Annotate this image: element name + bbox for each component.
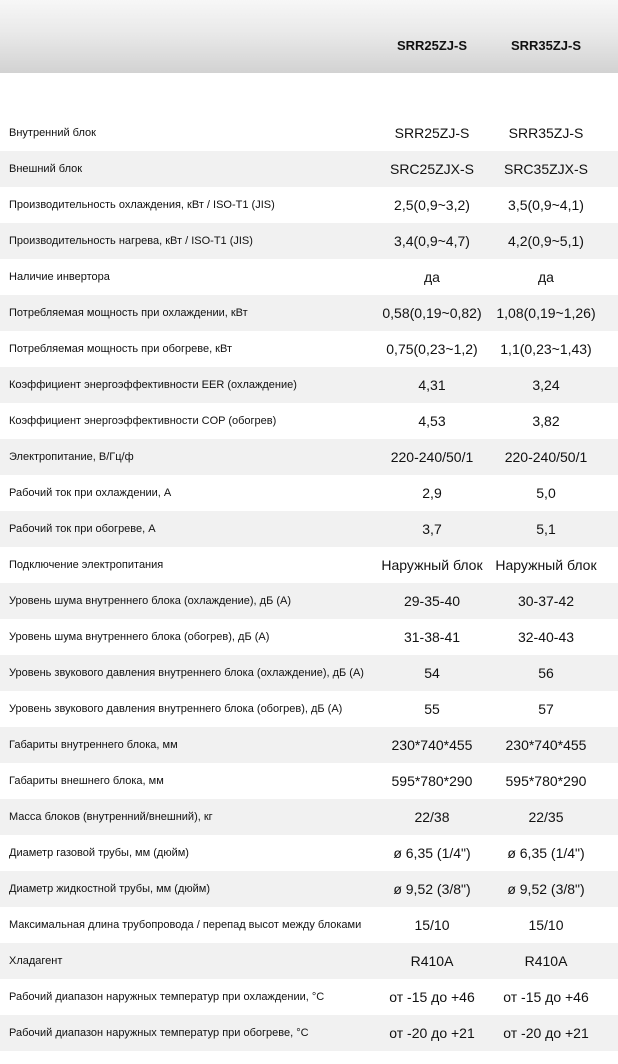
table-row (0, 475, 618, 511)
spec-label: Уровень шума внутреннего блока (обогрев), дБ (А) (9, 631, 270, 643)
spec-label: Диаметр жидкостной трубы, мм (дюйм) (0, 871, 376, 907)
spec-value-model-1: SRC25ZJX-S (376, 151, 488, 187)
right-padding (602, 619, 618, 655)
spec-value-model-2: 1,1(0,23~1,43) (500, 341, 592, 357)
spec-value-model-1: 3,4(0,9~4,7) (376, 223, 488, 259)
table-row (0, 115, 618, 151)
spec-value-model-1: 4,31 (376, 367, 488, 403)
right-padding (602, 727, 618, 763)
spec-value-model-1: 2,5(0,9~3,2) (394, 197, 470, 213)
table-row (0, 547, 618, 583)
spec-value-model-1: да (424, 269, 440, 285)
table-row (0, 727, 618, 763)
right-padding (602, 907, 618, 943)
spec-value-model-2: 3,5(0,9~4,1) (508, 197, 584, 213)
header-spacer (0, 73, 618, 115)
spec-value-model-1: 29-35-40 (376, 583, 488, 619)
table-row (0, 151, 618, 187)
table-header (0, 0, 618, 73)
table-row (0, 367, 618, 403)
right-padding (602, 403, 618, 439)
right-padding (602, 943, 618, 979)
spec-value-model-2: да (538, 269, 554, 285)
spec-value-model-1: 31-38-41 (403, 629, 461, 645)
spec-value-model-1: SRR25ZJ-S (394, 125, 470, 141)
spec-value-model-2: 30-37-42 (490, 583, 602, 619)
spec-value-model-2: 5,0 (536, 485, 556, 501)
spec-value-model-1: 22/38 (376, 799, 488, 835)
spec-value-model-1: 4,53 (418, 413, 446, 429)
right-padding (602, 259, 618, 295)
right-padding (602, 115, 618, 151)
spec-label: Производительность охлаждения, кВт / ISO-T1 (JIS) (9, 199, 275, 211)
spec-value-model-2: SRC35ZJX-S (490, 151, 602, 187)
table-row (0, 403, 618, 439)
spec-label: Подключение электропитания (9, 559, 164, 571)
spec-value-model-2: Наружный блок (495, 557, 597, 573)
spec-label: Габариты внешнего блока, мм (9, 775, 164, 787)
spec-label: Масса блоков (внутренний/внешний), кг (0, 799, 376, 835)
right-padding (602, 187, 618, 223)
spec-value-model-1: Наружный блок (381, 557, 483, 573)
spec-value-model-1: 2,9 (422, 485, 442, 501)
specifications-table (0, 115, 618, 1051)
column-header-model-2: SRR35ZJ-S (510, 38, 582, 53)
spec-value-model-2: 4,2(0,9~5,1) (490, 223, 602, 259)
spec-label: Наличие инвертора (9, 271, 110, 283)
right-padding (602, 979, 618, 1015)
right-padding (602, 223, 618, 259)
table-row (0, 907, 618, 943)
spec-value-model-2: 22/35 (490, 799, 602, 835)
table-row (0, 295, 618, 331)
right-padding (602, 871, 618, 907)
spec-label: Потребляемая мощность при обогреве, кВт (9, 343, 233, 355)
spec-label: Рабочий ток при охлаждении, А (9, 487, 172, 499)
spec-value-model-2: 56 (490, 655, 602, 691)
table-row (0, 835, 618, 871)
spec-label: Рабочий диапазон наружных температур при охлаждении, °С (9, 991, 325, 1003)
right-padding (602, 583, 618, 619)
spec-label: Рабочий диапазон наружных температур при обогреве, °С (0, 1015, 376, 1051)
spec-value-model-1: 220-240/50/1 (376, 439, 488, 475)
spec-label: Коэффициент энергоэффективности EER (охлаждение) (0, 367, 376, 403)
right-padding (602, 1015, 618, 1051)
spec-label: Производительность нагрева, кВт / ISO-T1 (JIS) (0, 223, 376, 259)
right-padding (602, 439, 618, 475)
right-padding (602, 655, 618, 691)
right-padding (602, 511, 618, 547)
table-row (0, 1015, 618, 1051)
spec-value-model-2: 15/10 (528, 917, 564, 933)
spec-value-model-2: от -20 до +21 (490, 1015, 602, 1051)
spec-label: Уровень звукового давления внутреннего блока (обогрев), дБ (А) (9, 703, 343, 715)
spec-value-model-2: R410A (490, 943, 602, 979)
spec-label: Уровень звукового давления внутреннего блока (охлаждение), дБ (А) (0, 655, 376, 691)
spec-label: Потребляемая мощность при охлаждении, кВт (0, 295, 376, 331)
table-row (0, 187, 618, 223)
spec-value-model-1: 55 (424, 701, 440, 717)
spec-value-model-2: 595*780*290 (505, 773, 587, 789)
spec-label: Уровень шума внутреннего блока (охлаждение), дБ (А) (0, 583, 376, 619)
table-row (0, 223, 618, 259)
right-padding (602, 295, 618, 331)
spec-value-model-2: 230*740*455 (490, 727, 602, 763)
table-row (0, 871, 618, 907)
spec-label: Внешний блок (0, 151, 376, 187)
right-padding (602, 691, 618, 727)
right-padding (602, 547, 618, 583)
spec-label: Габариты внутреннего блока, мм (0, 727, 376, 763)
spec-value-model-1: 0,75(0,23~1,2) (386, 341, 478, 357)
spec-value-model-2: SRR35ZJ-S (508, 125, 584, 141)
right-padding (602, 799, 618, 835)
spec-value-model-1: ø 9,52 (3/8") (376, 871, 488, 907)
table-row (0, 583, 618, 619)
spec-value-model-1: ø 6,35 (1/4") (393, 845, 471, 861)
spec-value-model-1: 0,58(0,19~0,82) (376, 295, 488, 331)
spec-value-model-1: 54 (376, 655, 488, 691)
table-row (0, 979, 618, 1015)
spec-label: Хладагент (0, 943, 376, 979)
spec-value-model-1: 230*740*455 (376, 727, 488, 763)
table-row (0, 439, 618, 475)
spec-value-model-2: 3,82 (532, 413, 560, 429)
table-row (0, 259, 618, 295)
spec-value-model-2: 3,24 (490, 367, 602, 403)
right-padding (602, 835, 618, 871)
spec-value-model-2: ø 9,52 (3/8") (490, 871, 602, 907)
right-padding (602, 151, 618, 187)
table-row (0, 691, 618, 727)
spec-value-model-1: от -15 до +46 (389, 989, 475, 1005)
spec-value-model-1: 15/10 (414, 917, 450, 933)
spec-label: Электропитание, В/Гц/ф (0, 439, 376, 475)
spec-value-model-2: 1,08(0,19~1,26) (490, 295, 602, 331)
spec-value-model-2: 220-240/50/1 (490, 439, 602, 475)
spec-label: Внутренний блок (9, 127, 96, 139)
column-header-model-1: SRR25ZJ-S (396, 38, 468, 53)
spec-value-model-1: от -20 до +21 (376, 1015, 488, 1051)
right-padding (602, 475, 618, 511)
right-padding (602, 763, 618, 799)
table-row (0, 619, 618, 655)
spec-value-model-2: 32-40-43 (517, 629, 575, 645)
table-row (0, 799, 618, 835)
spec-value-model-1: 3,7 (376, 511, 488, 547)
spec-value-model-2: 5,1 (490, 511, 602, 547)
spec-value-model-1: R410A (376, 943, 488, 979)
spec-value-model-2: от -15 до +46 (503, 989, 589, 1005)
spec-value-model-1: 595*780*290 (391, 773, 473, 789)
table-row (0, 763, 618, 799)
spec-label: Рабочий ток при обогреве, А (0, 511, 376, 547)
right-padding (602, 367, 618, 403)
spec-value-model-2: 57 (538, 701, 554, 717)
spec-label: Диаметр газовой трубы, мм (дюйм) (9, 847, 189, 859)
table-row (0, 655, 618, 691)
table-row (0, 511, 618, 547)
spec-label: Коэффициент энергоэффективности COP (обогрев) (9, 415, 277, 427)
table-row (0, 331, 618, 367)
table-row (0, 943, 618, 979)
spec-value-model-2: ø 6,35 (1/4") (507, 845, 585, 861)
right-padding (602, 331, 618, 367)
spec-label: Максимальная длина трубопровода / перепад высот между блоками (9, 919, 362, 931)
